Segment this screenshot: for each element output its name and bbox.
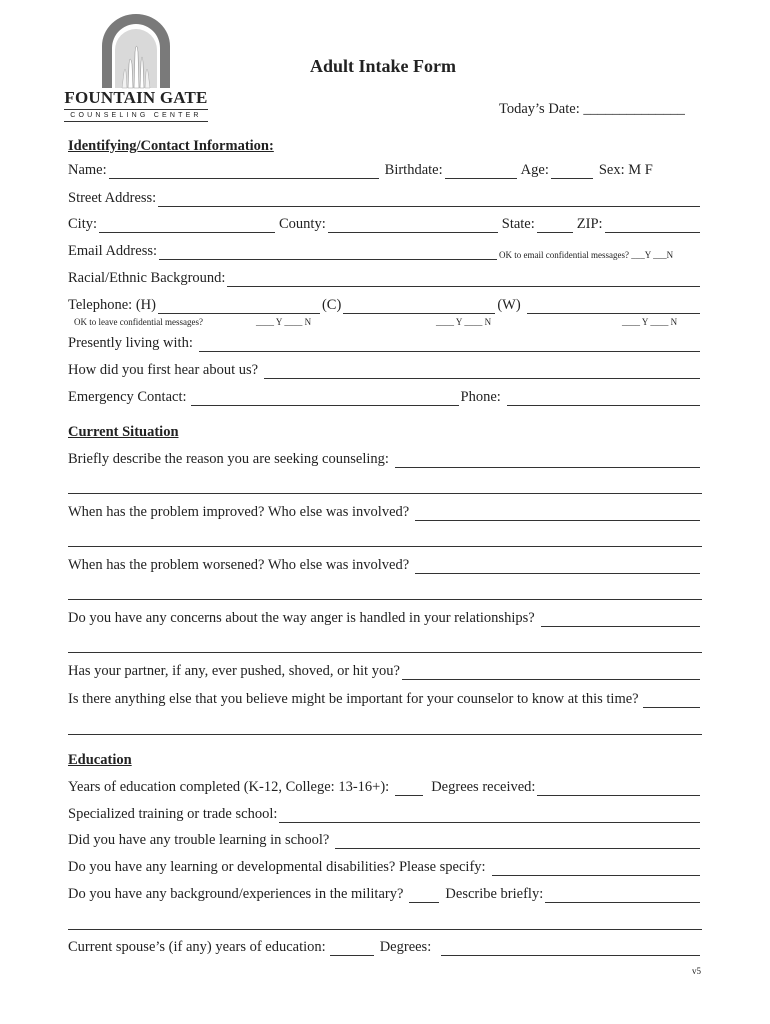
city-row bbox=[68, 216, 702, 233]
living-field[interactable] bbox=[199, 337, 700, 352]
form-title: Adult Intake Form bbox=[310, 56, 457, 76]
age-label: Age: bbox=[520, 162, 549, 178]
phone-label: Phone: bbox=[460, 389, 501, 405]
tel-cell-label: (C) bbox=[321, 297, 342, 313]
trouble-field[interactable] bbox=[335, 834, 700, 849]
birthdate-label: Birthdate: bbox=[384, 162, 443, 178]
improved-field[interactable] bbox=[415, 506, 700, 521]
improved-line-2[interactable] bbox=[68, 546, 702, 547]
state-field[interactable] bbox=[537, 218, 573, 233]
city-field[interactable] bbox=[99, 218, 275, 233]
hear-label: How did you first hear about us? bbox=[68, 362, 259, 378]
specialized-row bbox=[68, 806, 702, 823]
county-label: County: bbox=[279, 216, 326, 232]
describe-field[interactable] bbox=[545, 888, 700, 903]
hear-row bbox=[68, 362, 702, 379]
anger-row bbox=[68, 610, 702, 627]
name-label: Name: bbox=[68, 162, 107, 178]
fountain-arch-icon bbox=[98, 14, 174, 90]
degrees-received-label: Degrees received: bbox=[431, 779, 536, 795]
military-field[interactable] bbox=[409, 888, 439, 903]
emergency-field[interactable] bbox=[191, 391, 459, 406]
ok-leave-row bbox=[70, 317, 702, 329]
years-row bbox=[68, 779, 702, 796]
tel-work-field[interactable] bbox=[527, 299, 700, 314]
ok-leave-home[interactable]: ____ Y ____ N bbox=[256, 317, 312, 327]
ok-leave-cell[interactable]: ____ Y ____ N bbox=[436, 317, 492, 327]
describe-label: Describe briefly: bbox=[445, 886, 544, 902]
street-row bbox=[68, 190, 702, 207]
logo-subtitle: COUNSELING CENTER bbox=[64, 109, 208, 122]
military-row bbox=[68, 886, 702, 903]
specialized-label: Specialized training or trade school: bbox=[68, 806, 278, 822]
street-field[interactable] bbox=[158, 192, 700, 207]
worsened-label: When has the problem worsened? Who else was involved? bbox=[68, 557, 410, 573]
spouse-degrees-label: Degrees: bbox=[379, 939, 432, 955]
age-field[interactable] bbox=[551, 164, 593, 179]
improved-row bbox=[68, 504, 702, 521]
worsened-field[interactable] bbox=[415, 559, 700, 574]
email-field[interactable] bbox=[159, 245, 497, 260]
worsened-line-2[interactable] bbox=[68, 599, 702, 600]
worsened-row bbox=[68, 557, 702, 574]
years-label: Years of education completed (K-12, College: 13-16+): bbox=[68, 779, 390, 795]
partner-label: Has your partner, if any, ever pushed, shoved, or hit you? bbox=[68, 663, 400, 679]
logo-name: FOUNTAIN GATE bbox=[64, 88, 208, 107]
racial-field[interactable] bbox=[227, 272, 700, 287]
section-current: Current Situation bbox=[68, 424, 179, 440]
disabilities-label: Do you have any learning or developmental disabilities? Please specify: bbox=[68, 859, 486, 875]
email-label: Email Address: bbox=[68, 243, 158, 259]
emergency-label: Emergency Contact: bbox=[68, 389, 187, 405]
tel-work-label: (W) bbox=[497, 297, 521, 313]
ok-leave-work[interactable]: ____ Y ____ N bbox=[622, 317, 678, 327]
tel-home-field[interactable] bbox=[158, 299, 320, 314]
name-field[interactable] bbox=[109, 164, 379, 179]
emergency-row bbox=[68, 389, 702, 406]
state-label: State: bbox=[501, 216, 535, 232]
todays-date-field[interactable]: Today’s Date: ______________ bbox=[499, 101, 685, 117]
anger-label: Do you have any concerns about the way anger is handled in your relationships? bbox=[68, 610, 535, 626]
reason-line-2[interactable] bbox=[68, 493, 702, 494]
anything-row bbox=[68, 691, 702, 708]
living-row bbox=[68, 335, 702, 352]
street-label: Street Address: bbox=[68, 190, 157, 206]
tel-cell-field[interactable] bbox=[343, 299, 495, 314]
trouble-row bbox=[68, 832, 702, 849]
spouse-row bbox=[68, 939, 702, 956]
anger-field[interactable] bbox=[541, 612, 700, 627]
military-line-2[interactable] bbox=[68, 929, 702, 930]
zip-field[interactable] bbox=[605, 218, 700, 233]
racial-label: Racial/Ethnic Background: bbox=[68, 270, 226, 286]
racial-row bbox=[68, 270, 702, 287]
degrees-received-field[interactable] bbox=[537, 781, 700, 796]
fountain-gate-logo bbox=[64, 14, 208, 120]
anything-line-2[interactable] bbox=[68, 734, 702, 735]
partner-field[interactable] bbox=[402, 665, 700, 680]
section-education: Education bbox=[68, 752, 132, 768]
disabilities-field[interactable] bbox=[492, 861, 700, 876]
reason-row bbox=[68, 451, 702, 468]
improved-label: When has the problem improved? Who else was involved? bbox=[68, 504, 410, 520]
tel-home-label: Telephone: (H) bbox=[68, 297, 156, 313]
phone-field[interactable] bbox=[507, 391, 700, 406]
specialized-field[interactable] bbox=[279, 808, 700, 823]
living-label: Presently living with: bbox=[68, 335, 193, 351]
anything-field[interactable] bbox=[643, 693, 700, 708]
spouse-years-field[interactable] bbox=[330, 941, 374, 956]
reason-label: Briefly describe the reason you are seeking counseling: bbox=[68, 451, 389, 467]
telephone-row bbox=[68, 297, 702, 314]
partner-row bbox=[68, 663, 702, 680]
spouse-label: Current spouse’s (if any) years of education: bbox=[68, 939, 326, 955]
ok-leave-label: OK to leave confidential messages? bbox=[74, 317, 203, 327]
anything-label: Is there anything else that you believe might be important for your counselor to know at this time? bbox=[68, 691, 639, 707]
military-label: Do you have any background/experiences in the military? bbox=[68, 886, 404, 902]
anger-line-2[interactable] bbox=[68, 652, 702, 653]
spouse-degrees-field[interactable] bbox=[441, 941, 700, 956]
trouble-label: Did you have any trouble learning in school? bbox=[68, 832, 330, 848]
name-row bbox=[68, 162, 702, 179]
disabilities-row bbox=[68, 859, 702, 876]
email-ok-prompt[interactable]: OK to email confidential messages? ___Y ___N bbox=[499, 250, 674, 260]
city-label: City: bbox=[68, 216, 98, 232]
section-identifying: Identifying/Contact Information: bbox=[68, 138, 274, 154]
sex-label[interactable]: Sex: M F bbox=[598, 162, 653, 178]
birthdate-field[interactable] bbox=[445, 164, 517, 179]
years-field[interactable] bbox=[395, 781, 423, 796]
version-label: v5 bbox=[692, 966, 701, 976]
zip-label: ZIP: bbox=[576, 216, 603, 232]
hear-field[interactable] bbox=[264, 364, 700, 379]
county-field[interactable] bbox=[328, 218, 498, 233]
reason-field[interactable] bbox=[395, 453, 700, 468]
email-row bbox=[68, 243, 702, 260]
